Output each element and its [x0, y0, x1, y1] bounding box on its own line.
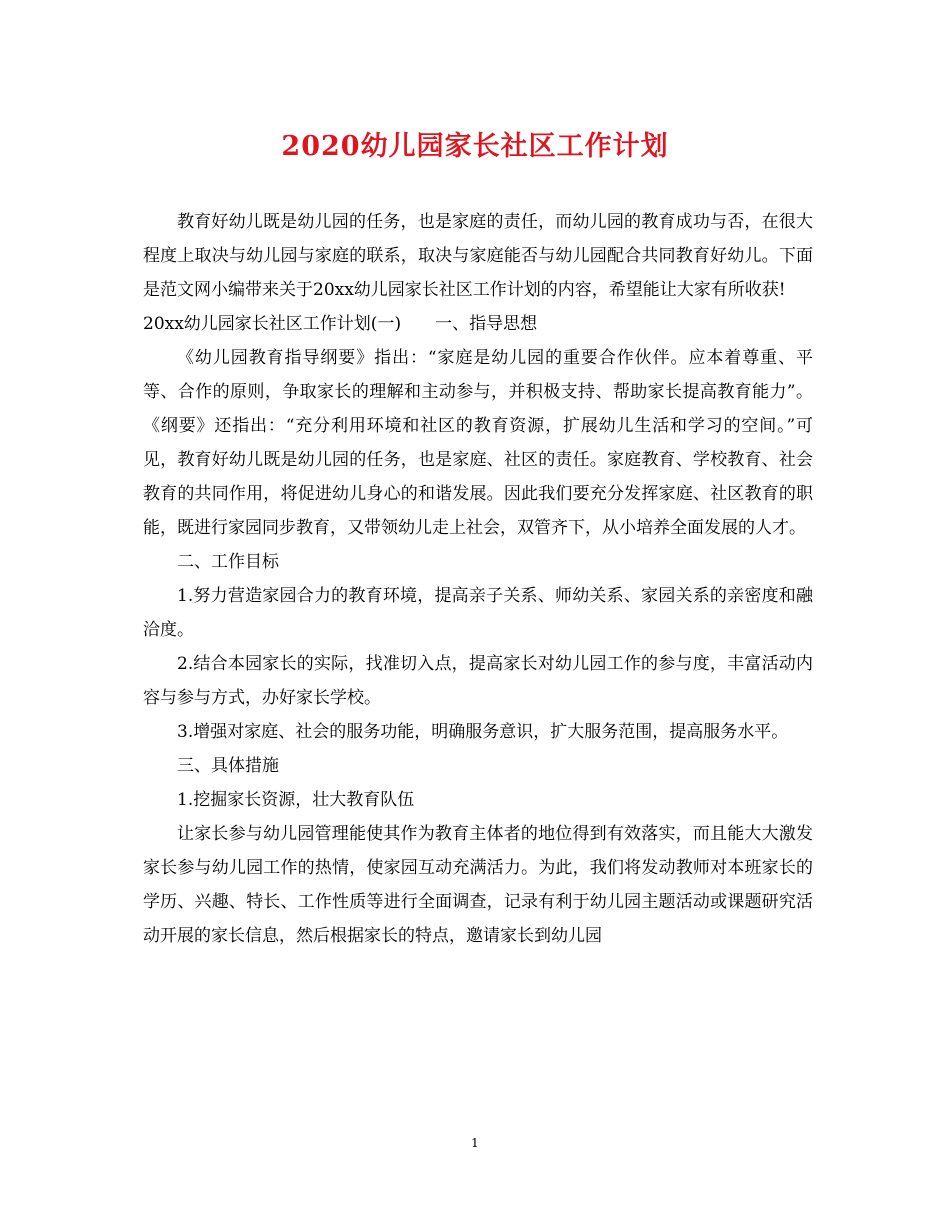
- measure-item-1: 1.挖掘家长资源，壮大教育队伍: [177, 790, 415, 810]
- document-body: [143, 205, 813, 953]
- plan-heading: 20xx幼儿园家长社区工作计划(一) 一、指导思想: [143, 314, 538, 334]
- goal-item-1: 1.努力营造家园合力的教育环境，提高亲子关系、师幼关系、家园关系的亲密度和融洽度。: [143, 586, 813, 640]
- measure-paragraph: 让家长参与幼儿园管理能使其作为教育主体者的地位得到有效落实，而且能大大激发家长参与幼儿园工作的热情，使家园互动充满活力。为此，我们将发动教师对本班家长的学历、兴趣、特长、工作性质等进行全面调查，记录有利于幼儿园主题活动或课题研究活动开展的家长信息，然后根据家长的特点，邀请家长到幼儿园: [143, 824, 813, 946]
- intro-paragraph: 教育好幼儿既是幼儿园的任务，也是家庭的责任，而幼儿园的教育成功与否，在很大程度上取决与幼儿园与家庭的联系，取决与家庭能否与幼儿园配合共同教育好幼儿。下面是范文网小编带来关于20xx幼儿园家长社区工作计划的内容，希望能让大家有所收获!: [143, 212, 813, 300]
- goal-item-3: 3.增强对家庭、社会的服务功能，明确服务意识，扩大服务范围，提高服务水平。: [177, 722, 789, 742]
- document-title: 2020幼儿园家长社区工作计划: [281, 131, 669, 162]
- page-number: 1: [471, 1136, 479, 1150]
- section-heading-measures: 三、具体措施: [177, 756, 279, 776]
- guiding-thought-paragraph: 《幼儿园教育指导纲要》指出：“家庭是幼儿园的重要合作伙伴。应本着尊重、平等、合作的原则，争取家长的理解和主动参与，并积极支持、帮助家长提高教育能力”。《纲要》还指出：“充分利用环境和社区的教育资源，扩展幼儿生活和学习的空间。”可见，教育好幼儿既是幼儿园的任务，也是家庭、社区的责任。家庭教育、学校教育、社会教育的共同作用，将促进幼儿身心的和谐发展。因此我们要充分发挥家庭、社区教育的职能，既进行家园同步教育，又带领幼儿走上社会，双管齐下，从小培养全面发展的人才。: [143, 348, 813, 538]
- section-heading-goals: 二、工作目标: [177, 552, 279, 572]
- goal-item-2: 2.结合本园家长的实际，找准切入点，提高家长对幼儿园工作的参与度，丰富活动内容与参与方式，办好家长学校。: [143, 654, 813, 708]
